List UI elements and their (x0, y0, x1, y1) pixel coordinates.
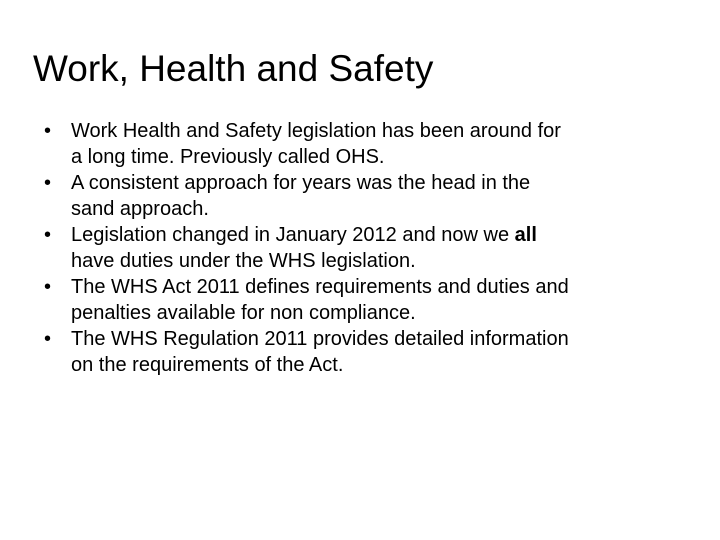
bullet-list (44, 118, 684, 378)
bullet-text-line: on the requirements of the Act. (71, 354, 344, 376)
bullet-emphasis: all (514, 224, 537, 246)
bullet-icon: • (44, 224, 52, 246)
bullet-text-line: a long time. Previously called OHS. (71, 146, 385, 168)
bullet-item-history (44, 118, 684, 170)
bullet-text-line (71, 222, 684, 248)
bullet-icon: • (44, 276, 52, 298)
slide-title: Work, Health and Safety (33, 48, 434, 89)
bullet-text-line: Work Health and Safety legislation has been around for (71, 120, 561, 142)
bullet-item-approach (44, 170, 684, 222)
bullet-text-segment: Legislation changed in January 2012 and now we (71, 224, 515, 246)
bullet-text-line: The WHS Regulation 2011 provides detailed information (71, 328, 569, 350)
bullet-text-line: penalties available for non compliance. (71, 302, 416, 324)
bullet-icon: • (44, 328, 52, 350)
bullet-icon: • (44, 120, 52, 142)
bullet-icon: • (44, 172, 52, 194)
bullet-text-line: have duties under the WHS legislation. (71, 250, 416, 272)
bullet-item-whs-regulation (44, 326, 684, 378)
bullet-text-line: A consistent approach for years was the head in the (71, 172, 531, 194)
bullet-item-whs-act (44, 274, 684, 326)
bullet-text-line: The WHS Act 2011 defines requirements and duties and (71, 276, 569, 298)
bullet-text-line: sand approach. (71, 198, 209, 220)
bullet-item-legislation-change (44, 222, 684, 274)
